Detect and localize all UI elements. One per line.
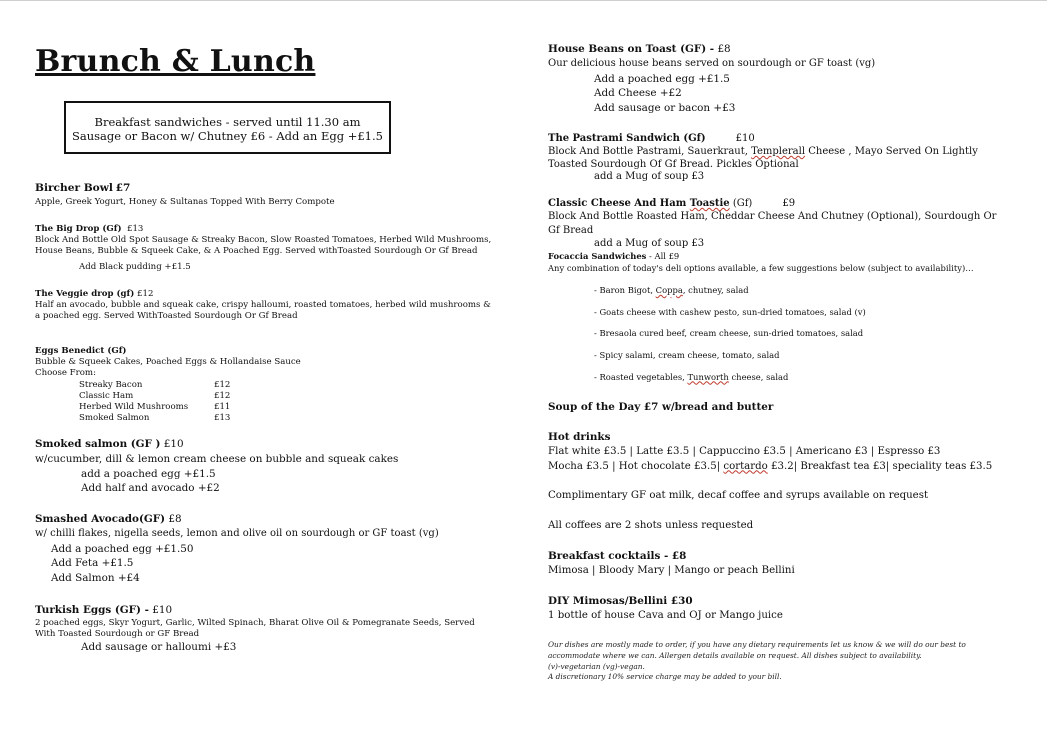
item-description: Our delicious house beans served on sourdough or GF toast (vg) [548,57,876,69]
hot-drinks-section [548,430,1008,534]
item-price: £12 [137,289,154,299]
item-addon: Add Cheese +£2 [594,87,682,100]
item-addon: Add sausage or halloumi +£3 [81,641,237,654]
item-name: Turkish Eggs (GF) - [35,604,149,616]
section-heading: DIY Mimosas/Bellini £30 [548,595,693,607]
menu-item-smashed-avocado [35,512,505,586]
breakfast-sandwich-box [64,101,391,154]
menu-item-eggs-benedict [35,346,505,424]
item-addon: Add a poached egg +£1.5 [594,72,730,85]
item-addon: Add Black pudding +£1.5 [79,261,191,272]
footer-line: A discretionary 10% service charge may be added to your bill. [548,672,782,682]
item-description: 2 poached eggs, Skyr Yogurt, Garlic, Wilted Spinach, Bharat Olive Oil & Pomegranate Seeds, Served With Toasted Sourdough or GF Bread [35,617,475,639]
benedict-option: Streaky Bacon £12 [79,379,231,390]
menu-item-house-beans [548,42,1018,116]
item-price: £10 [163,438,184,450]
page-title: Brunch & Lunch [35,44,316,79]
item-addon: add a Mug of soup £3 [594,238,705,250]
item-name: Smashed Avocado(GF) [35,513,166,525]
item-price: £13 [126,224,144,234]
item-name: The Pastrami Sandwich (Gf) [548,133,706,144]
drinks-note: All coffees are 2 shots unless requested [548,520,754,532]
footer-line: (v)-vegetarian (vg)-vegan. [548,661,645,671]
item-price: £10 [735,133,755,144]
benedict-option: Smoked Salmon £13 [79,413,231,424]
item-name: House Beans on Toast (GF) - [548,43,715,55]
item-addon: Add a poached egg +£1.50 [51,542,194,555]
item-name: Classic Cheese And Ham Toastie [548,198,730,209]
menu-item-big-drop [35,224,505,273]
item-addon: add a Mug of soup £3 [594,171,705,183]
focaccia-suggestion: - Baron Bigot, Coppa, chutney, salad [594,285,749,296]
diy-description: 1 bottle of house Cava and OJ or Mango juice [548,609,783,621]
diy-mimosas [548,594,1018,624]
top-border [0,0,1047,1]
item-description: Block And Bottle Pastrami, Sauerkraut, Templerall Cheese , Mayo Served On Lightly Toasted Sourdough Of Gf Bread. Pickles Optional [548,145,978,170]
breakfast-box-line-2: Sausage or Bacon w/ Chutney £6 - Add an Egg +£1.5 [72,129,383,143]
menu-item-veggie-drop [35,289,505,323]
item-name: Eggs Benedict (Gf) [35,346,127,356]
item-name: Bircher Bowl [35,182,113,194]
item-addon: Add Feta +£1.5 [51,557,134,570]
section-heading: Hot drinks [548,431,611,443]
item-description: Half an avocado, bubble and squeak cake, crispy halloumi, roasted tomatoes, herbed wild mushrooms & a poached egg. Served WithToasted Sourdough Or Gf Bread [35,300,491,322]
item-addon: Add half and avocado +£2 [81,482,220,495]
item-name: The Big Drop (Gf) [35,224,122,234]
menu-item-smoked-salmon [35,437,505,496]
item-price: £9 [782,198,796,209]
focaccia-suggestion: - Bresaola cured beef, cream cheese, sun-dried tomatoes, salad [594,328,864,339]
item-price: £7 [115,182,131,194]
item-description: Block And Bottle Roasted Ham, Cheddar Cheese And Chutney (Optional), Sourdough Or Gf Bread [548,211,997,236]
item-description: Block And Bottle Old Spot Sausage & Streaky Bacon, Slow Roasted Tomatoes, Herbed Wild Mushrooms, House Beans, Bubble & Squeek Cake, & A Poached Egg. Served withToasted Sourdough Or Gf Bread [35,235,492,257]
breakfast-box-line-1: Breakfast sandwiches - served until 11.30 am [94,115,361,129]
drinks-line: Mocha £3.5 | Hot chocolate £3.5| cortardo £3.2| Breakfast tea £3| speciality teas £3.5 [548,460,993,472]
menu-item-cheese-ham-toastie: Classic Cheese And Ham Toastie (Gf) £9 Block And Bottle Roasted Ham, Cheddar Cheese And Chutney (Optional), Sourdough Or Gf Bread add a Mug of soup £3 [548,197,1008,251]
drinks-note: Complimentary GF oat milk, decaf coffee and syrups available on request [548,490,929,502]
soup-of-the-day: Soup of the Day £7 w/bread and butter [548,401,774,413]
item-description: Any combination of today's deli options available, a few suggestions below (subject to availability)… [548,262,974,273]
menu-footer-notes [548,640,1008,683]
item-price: £8 [168,513,182,525]
item-name: The Veggie drop (gf) [35,289,135,299]
item-addon: add a poached egg +£1.5 [81,467,216,480]
benedict-option: Classic Ham £12 [79,390,231,401]
drinks-line: Flat white £3.5 | Latte £3.5 | Cappuccino £3.5 | Americano £3 | Espresso £3 [548,445,941,457]
item-name: Smoked salmon (GF ) [35,438,161,450]
focaccia-suggestion: - Goats cheese with cashew pesto, sun-dried tomatoes, salad (v) [594,306,866,317]
item-price: £10 [152,604,173,616]
item-description: Bubble & Squeek Cakes, Poached Eggs & Hollandaise Sauce [35,357,301,368]
item-description: w/cucumber, dill & lemon cream cheese on bubble and squeak cakes [35,452,399,465]
cocktails-description: Mimosa | Bloody Mary | Mango or peach Bellini [548,564,795,576]
focaccia-suggestion: - Roasted vegetables, Tunworth cheese, salad [594,371,789,382]
menu-item-focaccia: Focaccia Sandwiches - All £9 Any combination of today's deli options available, a few suggestions below (subject to availability)… - Baron Bigot, Coppa, chutney, salad - Goats cheese with cashew pesto, sun-dried tomatoes, salad (v) - Bresaola cured beef, cream cheese, sun-dried tomatoes, salad - Spicy salami, cream cheese, tomato, salad - Roasted vegetables, Tunworth cheese, salad [548,251,1008,383]
section-heading: Breakfast cocktails - £8 [548,550,687,562]
menu-item-bircher [35,183,505,208]
focaccia-suggestion: - Spicy salami, cream cheese, tomato, salad [594,349,780,360]
item-price: £8 [717,43,731,55]
choose-label: Choose From: [35,368,96,379]
item-addon: Add Salmon +£4 [51,572,140,585]
menu-item-pastrami [548,133,1008,184]
benedict-option: Herbed Wild Mushrooms £11 [79,402,231,413]
item-description: w/ chilli flakes, nigella seeds, lemon and olive oil on sourdough or GF toast (vg) [35,527,439,539]
menu-item-turkish-eggs [35,603,505,655]
breakfast-cocktails [548,549,1018,579]
item-description: Apple, Greek Yogurt, Honey & Sultanas Topped With Berry Compote [35,197,335,208]
item-name: Focaccia Sandwiches [548,251,647,261]
footer-line: Our dishes are mostly made to order, if you have any dietary requirements let us know & we will do our best to accommodate where we can. Allergen details available on request. All dishes subject to availability. [548,640,966,660]
item-addon: Add sausage or bacon +£3 [594,102,736,115]
